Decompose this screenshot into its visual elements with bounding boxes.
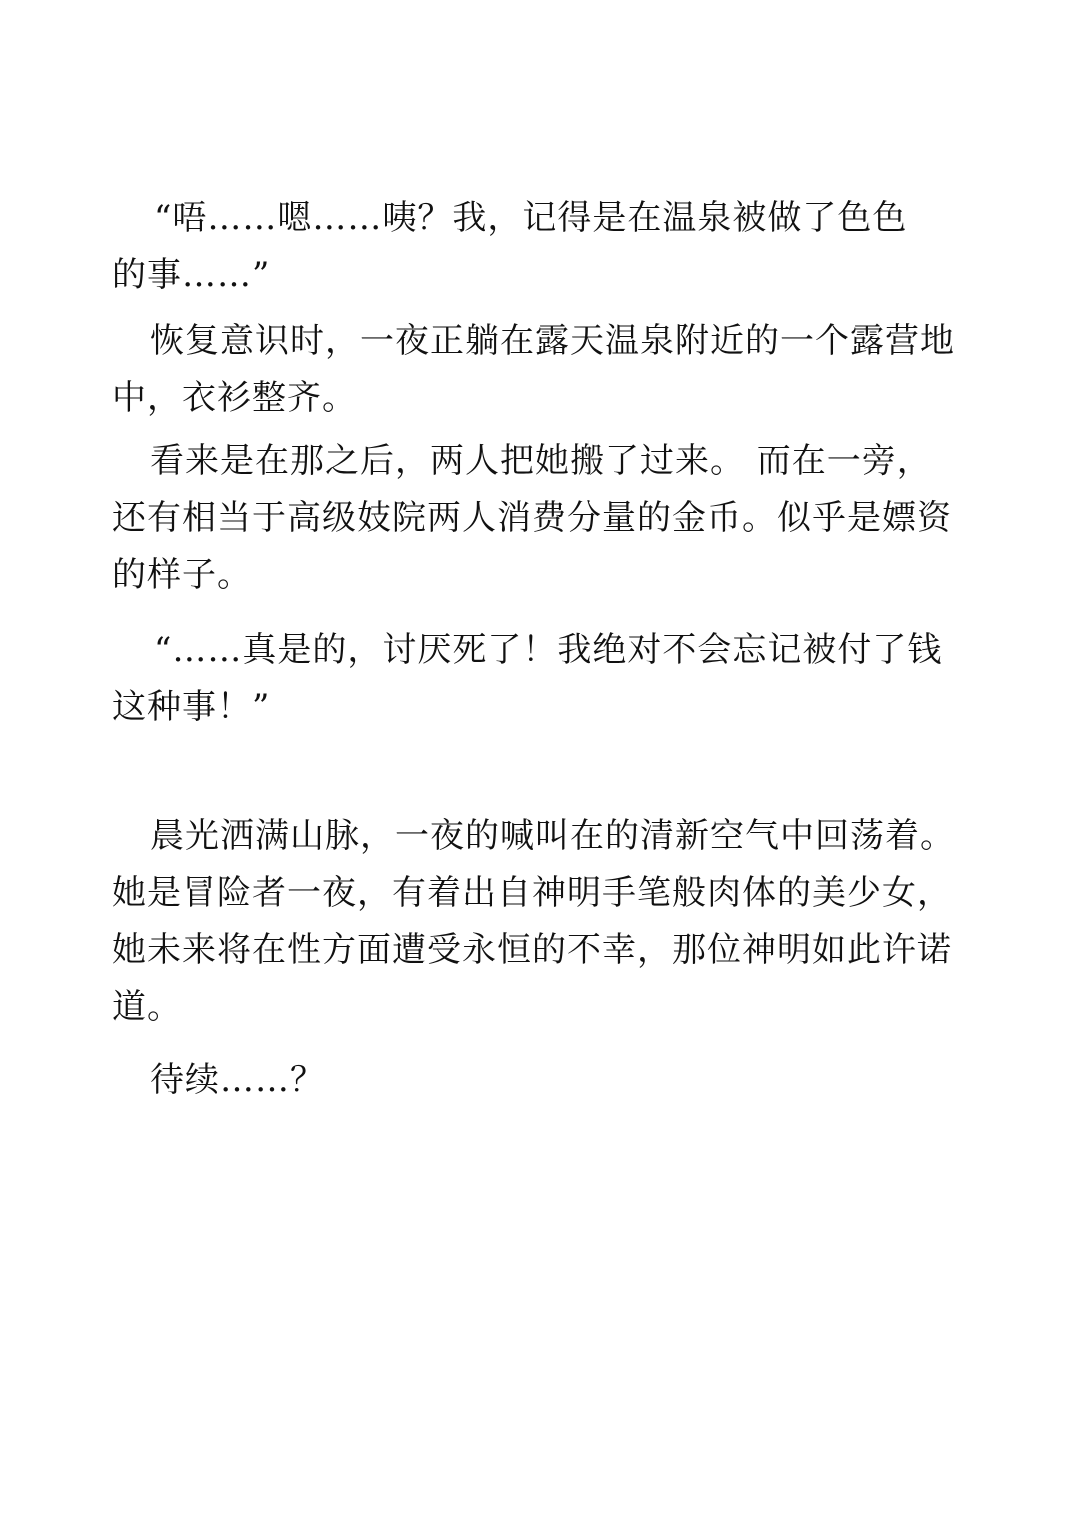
paragraph-dialogue-awakening: “唔……嗯……咦？我，记得是在温泉被做了色色的事……” xyxy=(112,198,908,295)
paragraph-regain-consciousness: 恢复意识时，一夜正躺在露天温泉附近的一个露营地中，衣衫整齐。 xyxy=(112,321,955,418)
paragraph-dialogue-angry: “……真是的，讨厌死了！我绝对不会忘记被付了钱这种事！” xyxy=(112,630,943,727)
paragraph-to-be-continued: 待续……？ xyxy=(150,1060,325,1100)
paragraph-morning-mountains: 晨光洒满山脉，一夜的喊叫在的清新空气中回荡着。她是冒险者一夜，有着出自神明手笔般肉体的美少女，她未来将在性方面遭受永恒的不幸，那位神明如此许诺道。 xyxy=(112,816,955,1027)
paragraph-gold-coins: 看来是在那之后，两人把她搬了过来。 而在一旁，还有相当于高级妓院两人消费分量的金币。似乎是嫖资的样子。 xyxy=(112,441,952,595)
